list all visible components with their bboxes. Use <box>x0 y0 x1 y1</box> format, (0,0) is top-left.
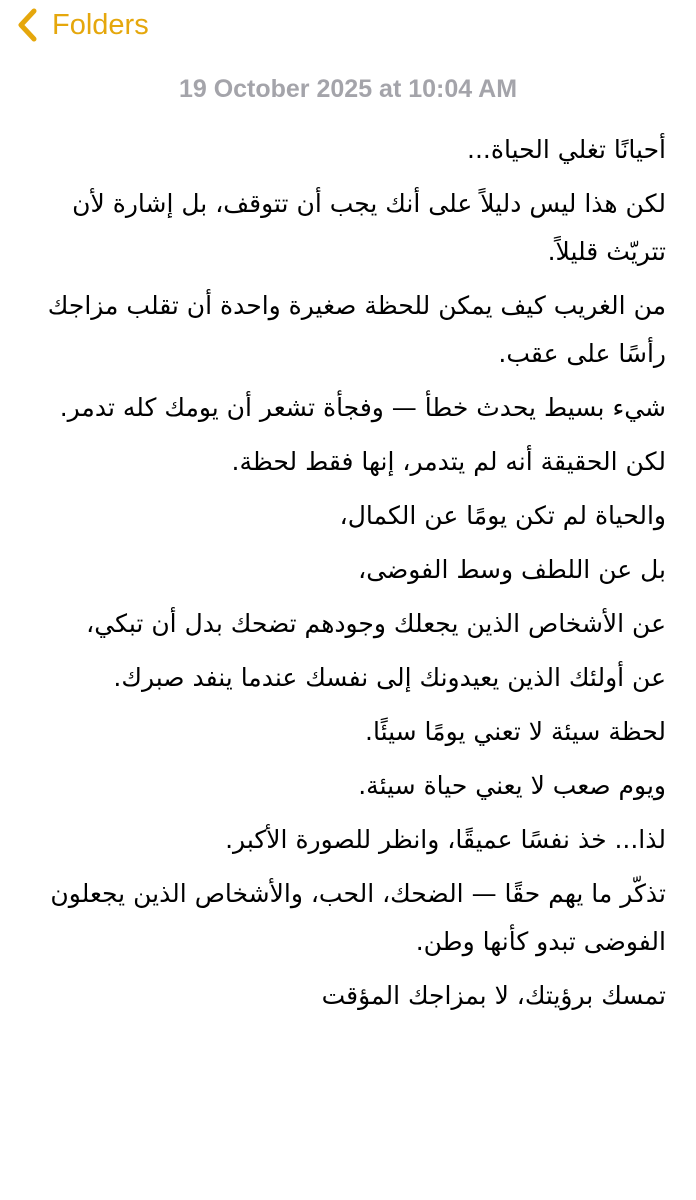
note-paragraph: والحياة لم تكن يومًا عن الكمال، <box>339 501 666 530</box>
note-paragraph: أحيانًا تغلي الحياة... <box>467 135 666 164</box>
note-paragraph: تمسك برؤيتك، لا بمزاجك المؤقت <box>321 981 666 1010</box>
note-paragraph: تذكّر ما يهم حقًا — الضحك، الحب، والأشخاص الذين يجعلون الفوضى تبدو كأنها وطن. <box>50 879 666 956</box>
note-paragraph: من الغريب كيف يمكن للحظة صغيرة واحدة أن تقلب مزاجك رأسًا على عقب. <box>47 291 666 368</box>
note-paragraph: لذا... خذ نفسًا عميقًا، وانظر للصورة الأكبر. <box>225 825 666 854</box>
chevron-left-icon <box>14 7 44 43</box>
note-paragraph: عن أولئك الذين يعيدونك إلى نفسك عندما ينفد صبرك. <box>113 663 666 692</box>
note-paragraph: لحظة سيئة لا تعني يومًا سيئًا. <box>365 717 666 746</box>
back-button-label: Folders <box>52 9 149 41</box>
note-paragraph: شيء بسيط يحدث خطأ — وفجأة تشعر أن يومك كله تدمر. <box>59 393 666 422</box>
navigation-bar <box>0 0 696 52</box>
note-paragraph: عن الأشخاص الذين يجعلك وجودهم تضحك بدل أن تبكي، <box>86 609 666 638</box>
note-paragraph: بل عن اللطف وسط الفوضى، <box>358 555 666 584</box>
note-paragraph: لكن هذا ليس دليلاً على أنك يجب أن تتوقف، بل إشارة لأن تتريّث قليلاً. <box>72 189 666 266</box>
back-to-folders-button[interactable] <box>14 4 149 46</box>
note-paragraph: لكن الحقيقة أنه لم يتدمر، إنها فقط لحظة. <box>231 447 666 476</box>
note-body[interactable] <box>24 126 666 1026</box>
note-paragraph: ويوم صعب لا يعني حياة سيئة. <box>358 771 666 800</box>
note-timestamp: 19 October 2025 at 10:04 AM <box>178 75 518 103</box>
